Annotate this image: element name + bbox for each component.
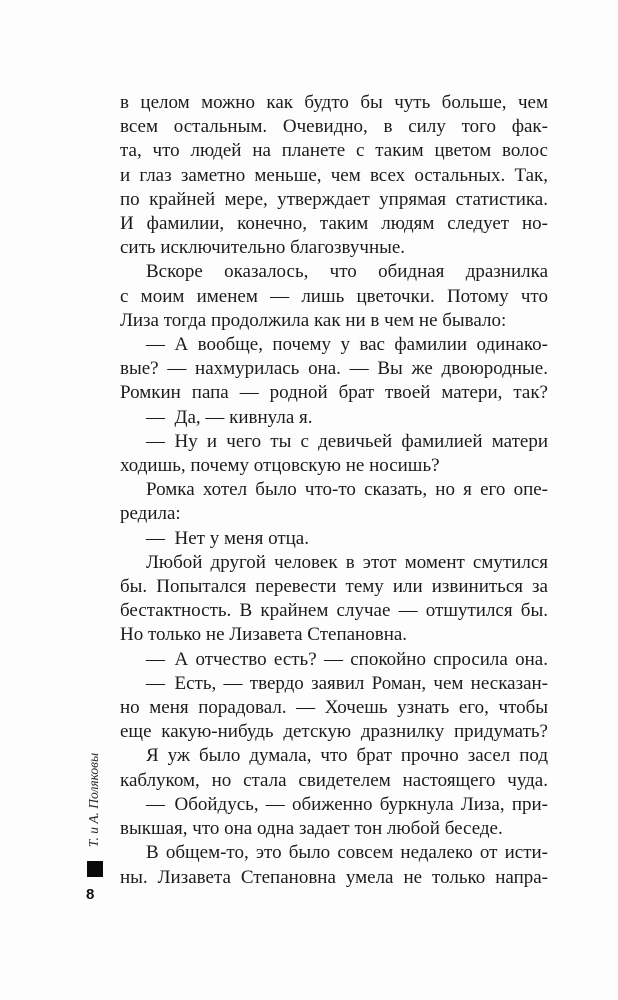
paragraph: [120, 478, 548, 526]
text-line: Лиза тогда продолжила как ни в чем не бывало:: [120, 309, 507, 331]
text-line: каблуком, но стала свидетелем настоящего чуда.: [120, 769, 548, 791]
text-line: ходишь, почему отцовскую не носишь?: [120, 455, 440, 477]
text-line: Вскоре оказалось, что обидная дразнилка: [146, 261, 548, 283]
text-line: вые? — нахмурилась она. — Вы же двоюродные.: [120, 358, 548, 380]
text-line: выкшая, что она одна задает тон любой беседе.: [120, 818, 503, 840]
text-line: по крайней мере, утверждает упрямая статистика.: [120, 188, 548, 210]
text-line: И фамилии, конечно, таким людям следует но-: [120, 213, 548, 235]
text-line: бестактность. В крайнем случае — отшутился бы.: [120, 600, 548, 622]
paragraph: [120, 260, 548, 333]
text-line: всем остальным. Очевидно, в силу того фак-: [120, 116, 548, 138]
text-line: Ромкин папа — родной брат твоей матери, так?: [120, 382, 548, 404]
text-line: та, что людей на планете с таким цветом волос: [120, 140, 548, 162]
text-line: Любой другой человек в этот момент смутился: [146, 551, 548, 573]
text-column: [120, 91, 548, 890]
text-line: Ромка хотел было что-то сказать, но я его опе-: [146, 479, 548, 501]
text-line: бы. Попытался перевести тему или извиниться за: [120, 576, 548, 598]
paragraph: [120, 841, 548, 889]
text-line: — Нет у меня отца.: [146, 527, 309, 549]
paragraph: [120, 648, 548, 672]
text-line: ны. Лизавета Степановна умела не только напра-: [120, 866, 548, 888]
page-number: 8: [86, 886, 95, 903]
text-line: сить исключительно благозвучные.: [120, 237, 406, 259]
text-line: Я уж было думала, что брат прочно засел под: [146, 745, 548, 767]
text-line: с моим именем — лишь цветочки. Потому что: [120, 285, 548, 307]
text-line: — А вообще, почему у вас фамилии одинако-: [146, 334, 548, 356]
paragraph: [120, 672, 548, 745]
paragraph: [120, 406, 548, 430]
text-line: но меня порадовал. — Хочешь узнать его, чтобы: [120, 697, 548, 719]
text-line: Но только не Лизавета Степановна.: [120, 624, 408, 646]
text-line: — Обойдусь, — обиженно буркнула Лиза, при-: [146, 793, 548, 815]
text-line: и глаз заметно меньше, чем всех остальных. Так,: [120, 164, 548, 186]
paragraph: [120, 793, 548, 841]
text-line: — Ну и чего ты с девичьей фамилией матери: [146, 430, 548, 452]
text-line: в целом можно как будто бы чуть больше, чем: [120, 92, 548, 113]
author-name-vertical: Т. и А. Поляковы: [86, 752, 101, 848]
text-line: — Есть, — твердо заявил Роман, чем несказан-: [146, 672, 548, 694]
paragraph: [120, 91, 548, 260]
text-line: редила:: [120, 503, 181, 525]
paragraph: [120, 333, 548, 406]
paragraph: [120, 527, 548, 551]
paragraph: [120, 744, 548, 792]
section-marker-square: [87, 861, 103, 877]
text-line: — А отчество есть? — спокойно спросила она.: [146, 648, 548, 670]
text-line: В общем-то, это было совсем недалеко от исти-: [146, 842, 548, 864]
paragraph: [120, 430, 548, 478]
text-line: — Да, — кивнула я.: [146, 406, 313, 428]
text-line: еще какую-нибудь детскую дразнилку придумать?: [120, 721, 548, 743]
paragraph: [120, 551, 548, 648]
